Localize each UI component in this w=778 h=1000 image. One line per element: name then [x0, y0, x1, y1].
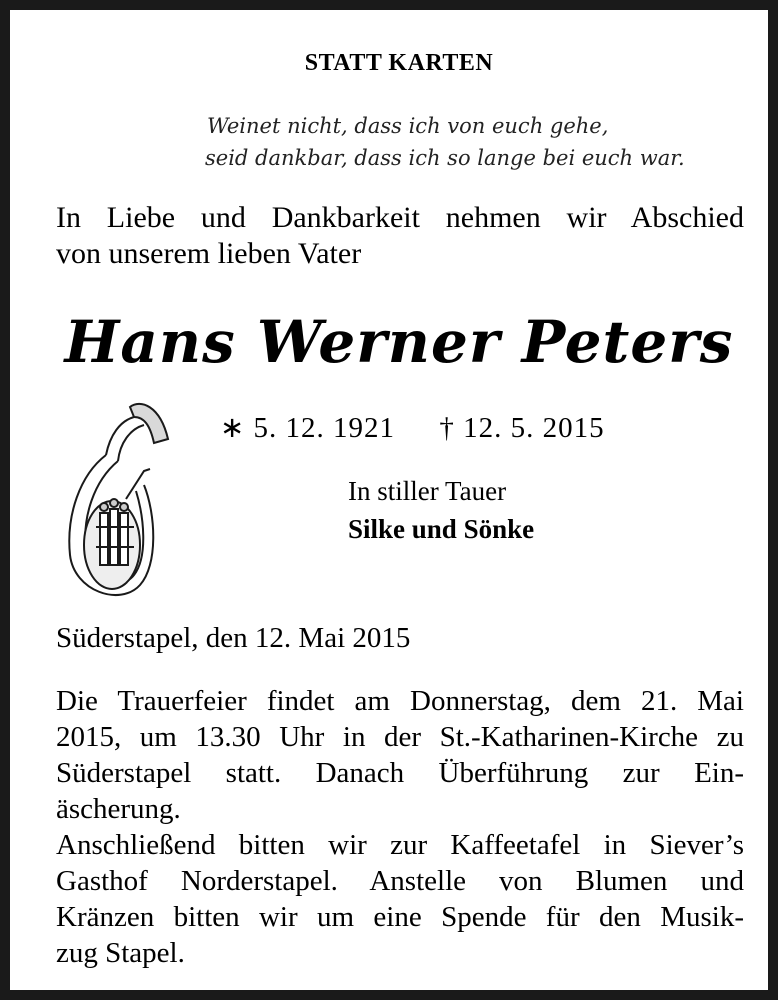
tenor-horn-icon [60, 395, 172, 605]
reception-line: Anschließend bitten wir zur Kaffeetafel in Siever’s [56, 829, 744, 861]
quote-line-1: Weinet nicht, dass ich von euch gehe, [207, 114, 609, 138]
intro-line-2: von unserem lieben Vater [56, 237, 362, 270]
funeral-line: 2015, um 13.30 Uhr in der St.-Katharinen-Kirche zu [56, 721, 744, 753]
birth-date: ∗ 5. 12. 1921 [220, 412, 396, 444]
deceased-name: Hans Werner Peters [64, 308, 734, 376]
memorial-quote [205, 110, 695, 174]
quote-line-2: seid dankbar, dass ich so lange bei euch war. [205, 146, 685, 170]
reception-line: zug Stapel. [56, 937, 185, 969]
intro-line-1: In Liebe und Dankbarkeit nehmen wir Abschied [56, 201, 744, 234]
reception-line: Kränzen bitten wir um eine Spende für den Musik- [56, 901, 744, 933]
mourners-block [348, 472, 534, 548]
reception-paragraph [56, 827, 744, 971]
intro-text [56, 200, 744, 272]
header-title: STATT KARTEN [304, 50, 494, 76]
life-dates [220, 410, 620, 445]
funeral-line: Die Trauerfeier findet am Donnerstag, dem 21. Mai [56, 685, 744, 717]
mourner-names: Silke und Sönke [348, 514, 535, 544]
funeral-details [56, 683, 744, 971]
place-and-date: Süderstapel, den 12. Mai 2015 [56, 622, 411, 654]
funeral-paragraph [56, 683, 744, 827]
funeral-line: äscherung. [56, 793, 181, 825]
mourning-phrase: In stiller Tauer [348, 476, 507, 506]
funeral-line: Süderstapel statt. Danach Überführung zur Ein- [56, 757, 744, 789]
reception-line: Gasthof Norderstapel. Anstelle von Blumen und [56, 865, 744, 897]
death-date: † 12. 5. 2015 [439, 412, 605, 444]
